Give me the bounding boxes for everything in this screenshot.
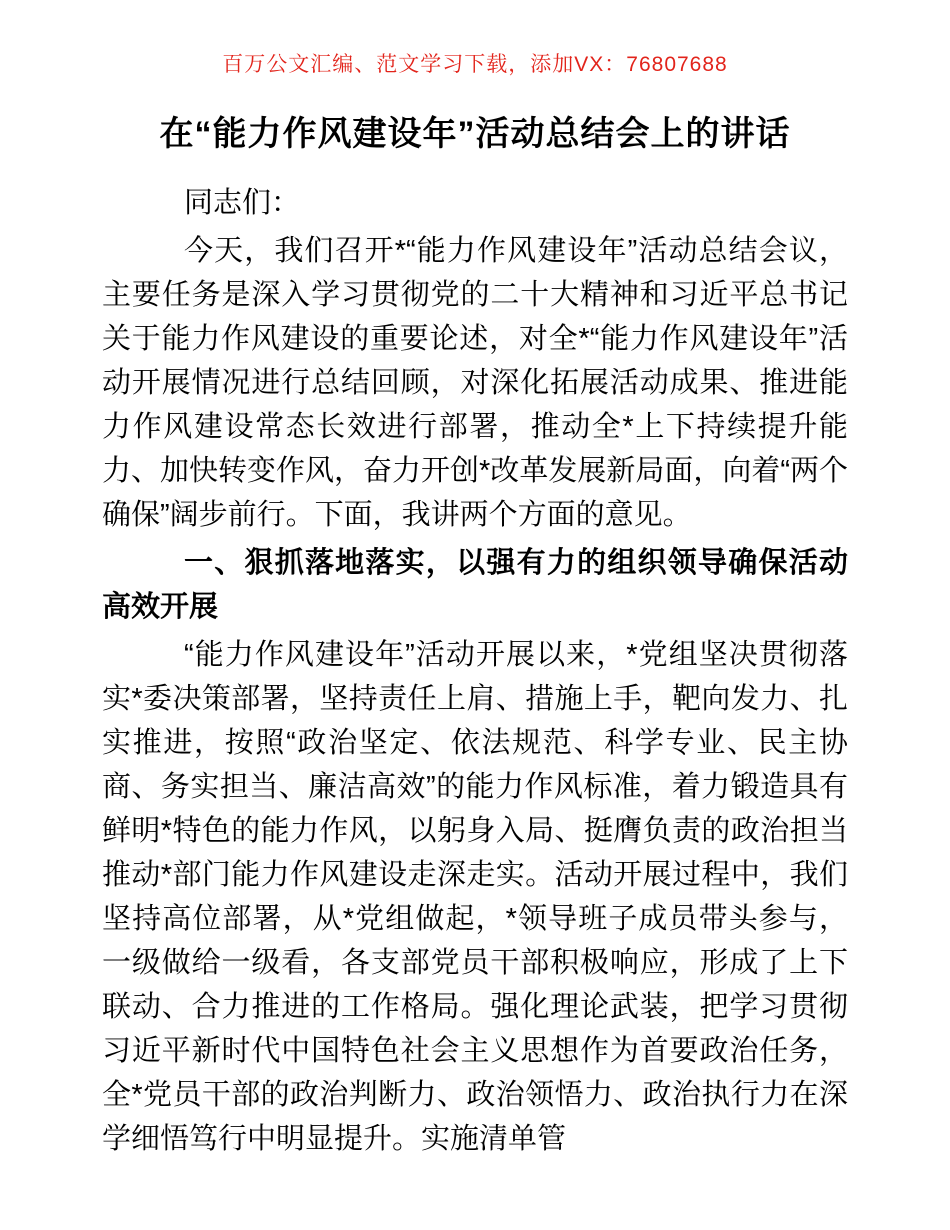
section-1-paragraph: “能力作风建设年”活动开展以来，*党组坚决贯彻落实*委决策部署，坚持责任上肩、措施上手，靶向发力、扎实推进，按照“政治坚定、依法规范、科学专业、民主协商、务实担当、廉洁高效”的能力作风标准，着力锻造具有鲜明*特色的能力作风，以躬身入局、挺膺负责的政治担当推动*部门能力作风建设走深走实。活动开展过程中，我们坚持高位部署，从*党组做起，*领导班子成员带头参与，一级做给一级看，各支部党员干部积极响应，形成了上下联动、合力推进的工作格局。强化理论武装，把学习贯彻习近平新时代中国特色社会主义思想作为首要政治任务，全*党员干部的政治判断力、政治领悟力、政治执行力在深学细悟笃行中明显提升。实施清单管 (102, 638, 848, 1155)
document-title: 在“能力作风建设年”活动总结会上的讲话 (159, 115, 791, 153)
intro-paragraph: 今天，我们召开*“能力作风建设年”活动总结会议，主要任务是深入学习贯彻党的二十大精神和习近平总书记关于能力作风建设的重要论述，对全*“能力作风建设年”活动开展情况进行总结回顾，对深化拓展活动成果、推进能力作风建设常态长效进行部署，推动全*上下持续提升能力、加快转变作风，奋力开创*改革发展新局面，向着“两个确保”阔步前行。下面，我讲两个方面的意见。 (102, 234, 848, 531)
promo-banner: 百万公文汇编、范文学习下载，添加VX：76807688 (222, 53, 728, 76)
salutation-paragraph: 同志们： (184, 186, 301, 219)
document-body (102, 181, 848, 1161)
section-1-heading: 一、狠抓落地落实，以强有力的组织领导确保活动高效开展 (102, 546, 848, 623)
